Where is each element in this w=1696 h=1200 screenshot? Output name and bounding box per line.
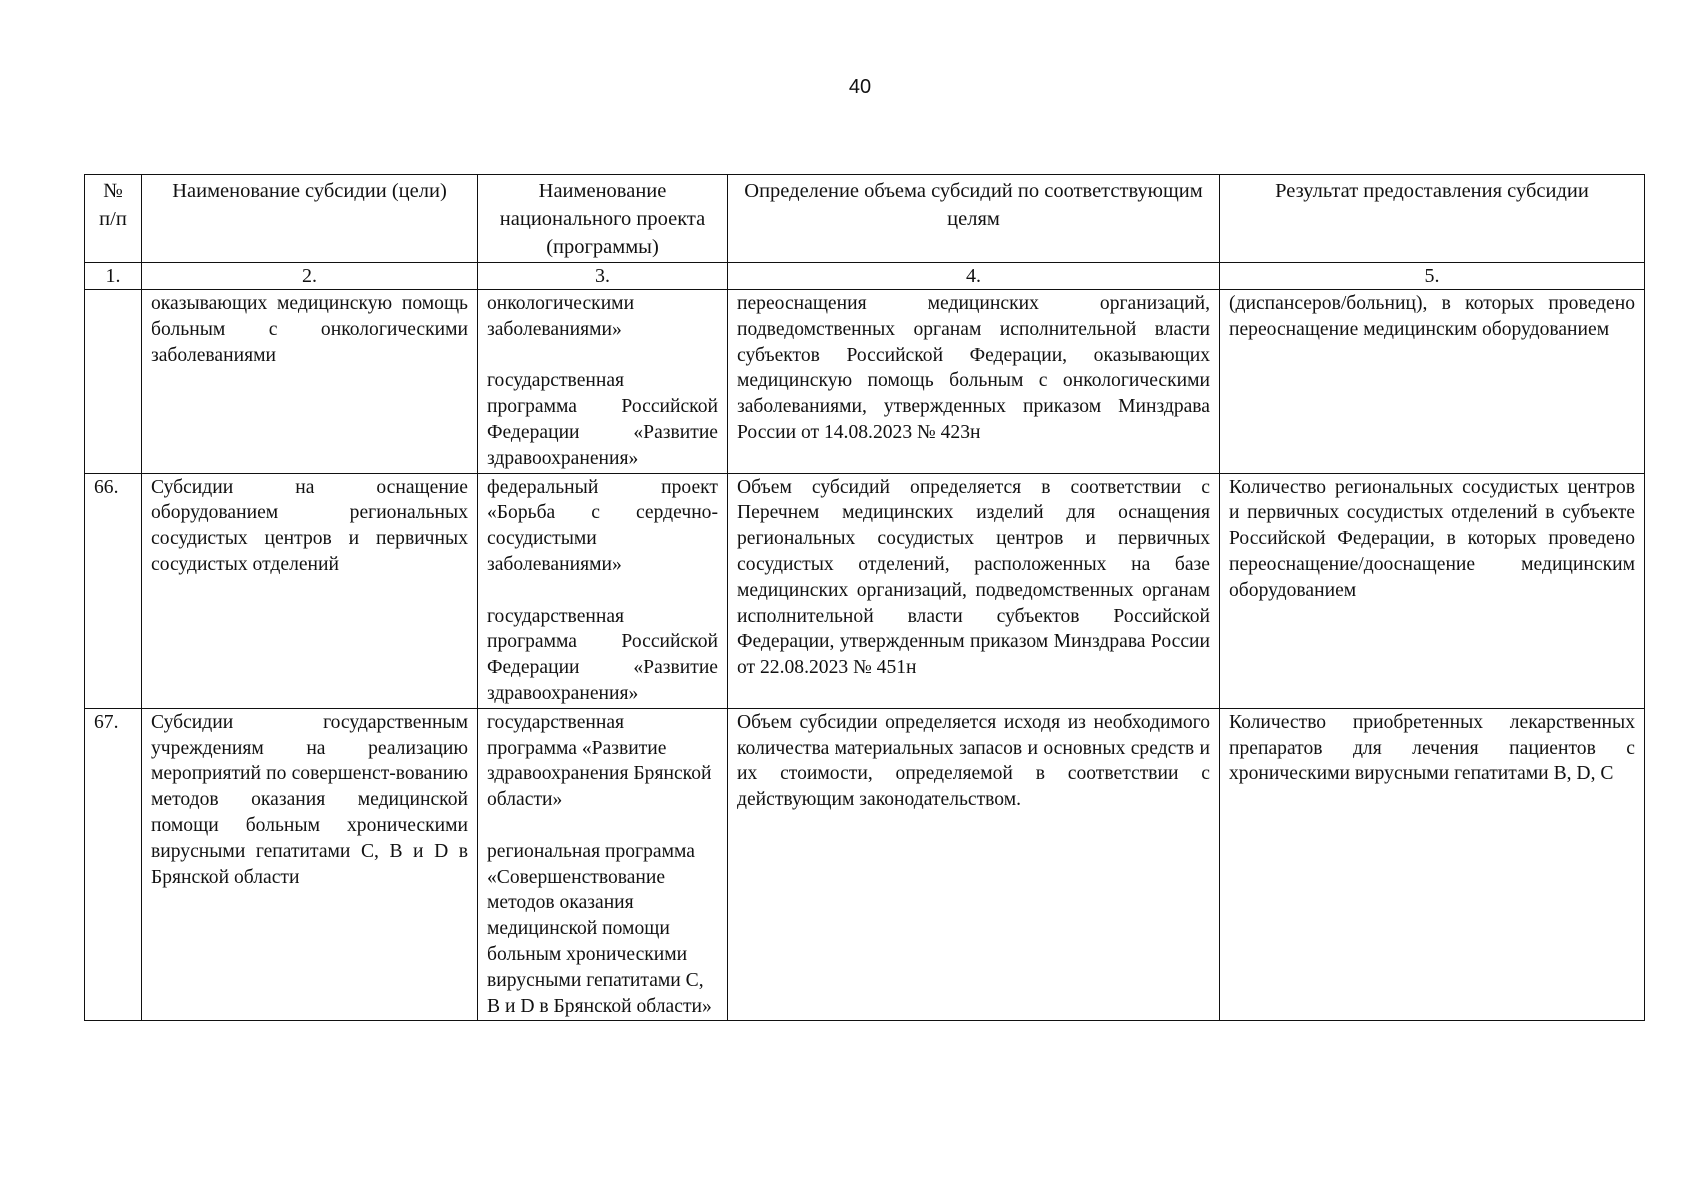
column-number: 3.	[478, 263, 728, 290]
volume-definition: Объем субсидии определяется исходя из необходимого количества материальных запасов и основных средств и их стоимости, определяемой в соответствии с действующим законодательством.	[728, 708, 1220, 1021]
project-paragraph: государственная программа «Развитие здравоохранения Брянской области»	[487, 711, 712, 811]
project-name	[478, 473, 728, 708]
table-row	[85, 473, 1645, 708]
column-number-row	[85, 263, 1645, 290]
column-number: 4.	[728, 263, 1220, 290]
project-name	[478, 708, 728, 1021]
project-name	[478, 290, 728, 474]
project-paragraph: государственная программа Российской Федерации «Развитие здравоохранения»	[487, 370, 718, 469]
subsidies-table	[84, 174, 1645, 1021]
header-result: Результат предоставления субсидии	[1220, 175, 1645, 263]
subsidy-result: Количество региональных сосудистых центров и первичных сосудистых отделений в субъекте Российской Федерации, в которых проведено переоснащение/дооснащение медицинским оборудованием	[1220, 473, 1645, 708]
project-paragraph: государственная программа Российской Федерации «Развитие здравоохранения»	[487, 605, 718, 704]
volume-definition: Объем субсидий определяется в соответствии с Перечнем медицинских изделий для оснащения региональных сосудистых центров и первичных сосудистых отделений, расположенных на базе медицинских организаций, подведомственных органам исполнительной власти субъектов Российской Федерации, утвержденным приказом Минздрава России от 22.08.2023 № 451н	[728, 473, 1220, 708]
row-number	[85, 290, 142, 474]
header-project-name: Наименование национального проекта (программы)	[478, 175, 728, 263]
header-number: № п/п	[85, 175, 142, 263]
row-number: 66.	[85, 473, 142, 708]
table-row	[85, 708, 1645, 1021]
page-number: 40	[848, 76, 872, 98]
project-paragraph: федеральный проект «Борьба с сердечно-сосудистыми заболеваниями»	[487, 476, 718, 575]
column-number: 2.	[142, 263, 478, 290]
header-subsidy-name: Наименование субсидии (цели)	[142, 175, 478, 263]
table-row	[85, 290, 1645, 474]
header-volume-definition: Определение объема субсидий по соответствующим целям	[728, 175, 1220, 263]
subsidy-result: (диспансеров/больниц), в которых проведено переоснащение медицинским оборудованием	[1220, 290, 1645, 474]
column-number: 1.	[85, 263, 142, 290]
project-paragraph: региональная программа «Совершенствование методов оказания медицинской помощи больным хроническими вирусными гепатитами С, В и D в Брянской области»	[487, 840, 712, 1017]
subsidy-result: Количество приобретенных лекарственных препаратов для лечения пациентов с хроническими вирусными гепатитами В, D, C	[1220, 708, 1645, 1021]
project-paragraph: онкологическими заболеваниями»	[487, 293, 635, 340]
volume-definition: переоснащения медицинских организаций, подведомственных органам исполнительной власти субъектов Российской Федерации, оказывающих медицинскую помощь больным с онкологическими заболеваниями, утвержденных приказом Минздрава России от 14.08.2023 № 423н	[728, 290, 1220, 474]
column-number: 5.	[1220, 263, 1645, 290]
row-number: 67.	[85, 708, 142, 1021]
subsidy-goal: Субсидии на оснащение оборудованием региональных сосудистых центров и первичных сосудистых отделений	[142, 473, 478, 708]
subsidy-goal: Субсидии государственным учреждениям на реализацию мероприятий по совершенст-вованию методов оказания медицинской помощи больным хроническими вирусными гепатитами С, В и D в Брянской области	[142, 708, 478, 1021]
subsidy-goal: оказывающих медицинскую помощь больным с онкологическими заболеваниями	[142, 290, 478, 474]
table-header-row	[85, 175, 1645, 263]
